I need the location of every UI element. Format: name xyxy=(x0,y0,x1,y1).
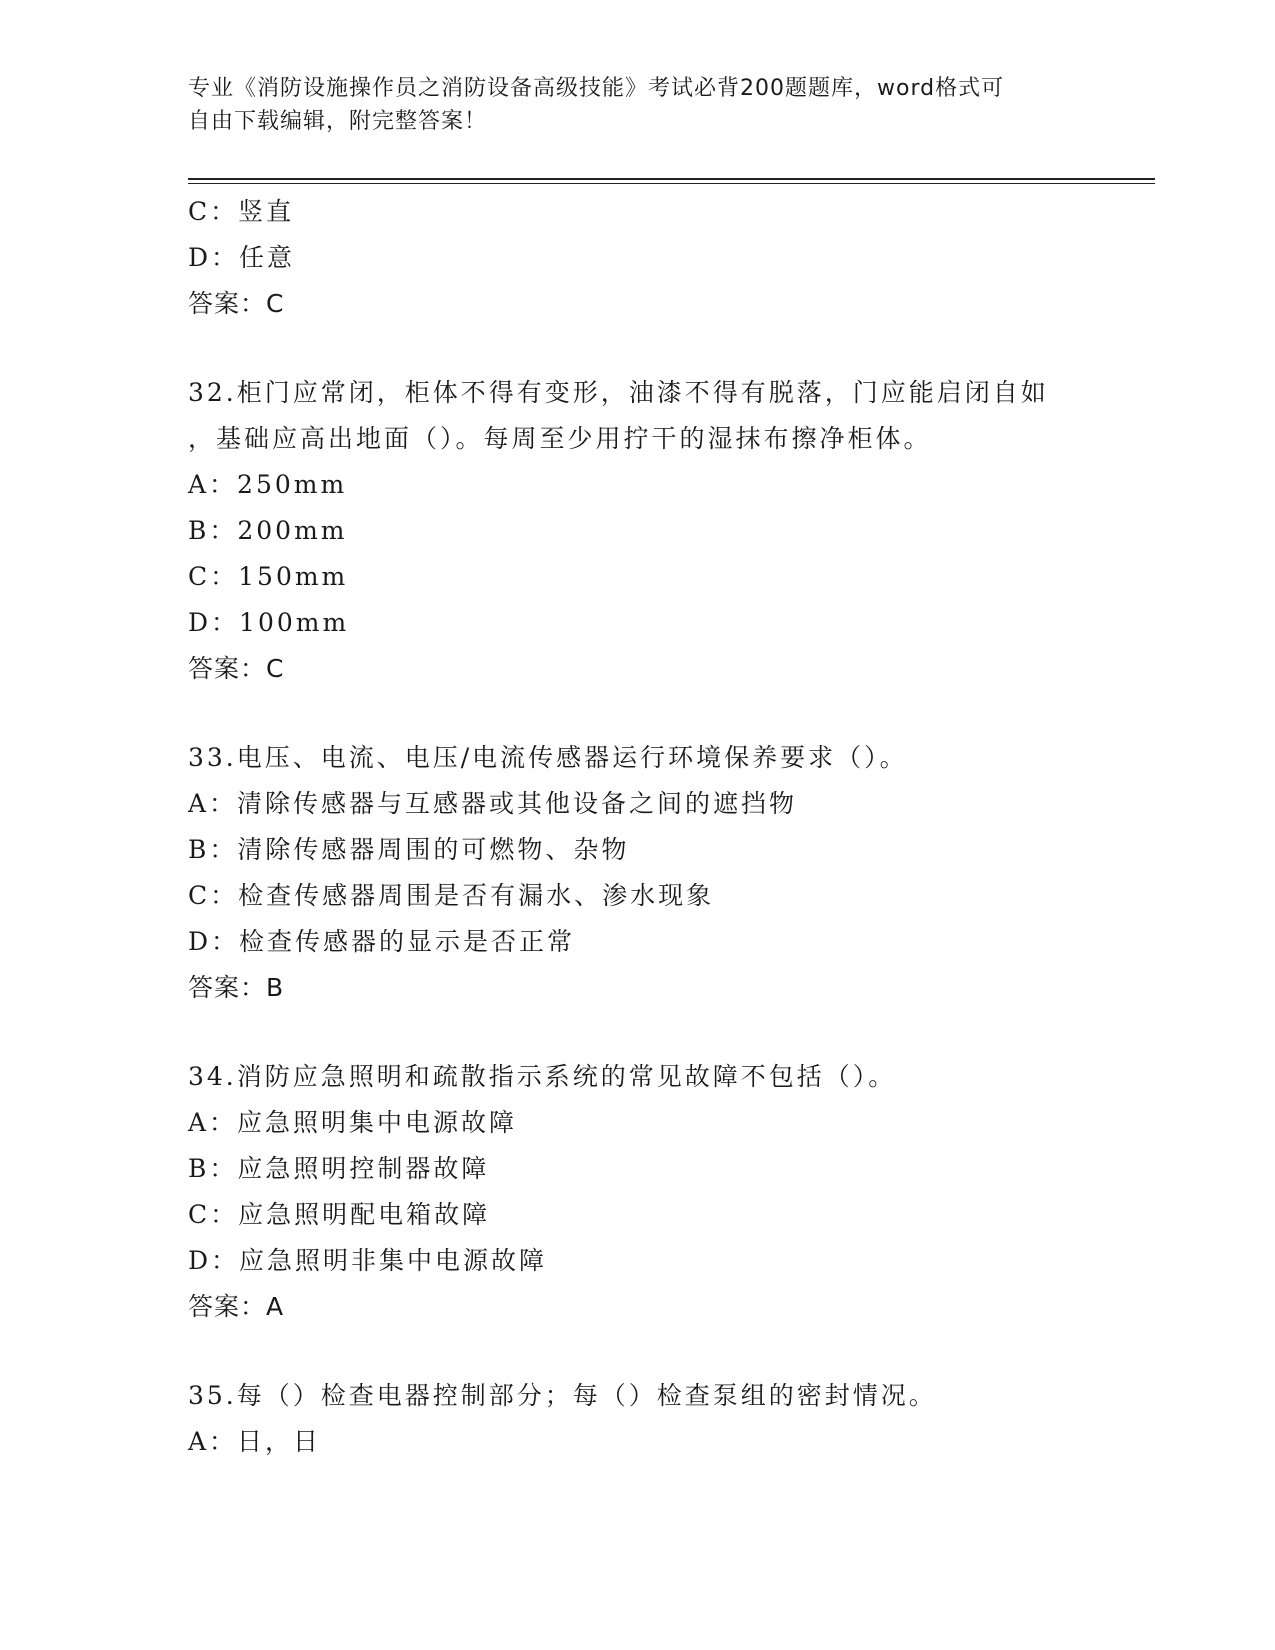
answer: 答案：C xyxy=(188,289,285,318)
option-d: D：应急照明非集中电源故障 xyxy=(188,1246,548,1275)
question-stem-continued: ，基础应高出地面（）。每周至少用拧干的湿抹布擦净柜体。 xyxy=(188,424,932,453)
option-d: D：任意 xyxy=(188,243,296,272)
option-c: C：竖直 xyxy=(188,197,295,226)
spacer xyxy=(188,327,1118,370)
option-b: B：清除传感器周围的可燃物、杂物 xyxy=(188,835,630,864)
question-33 xyxy=(188,735,1118,1011)
option-b: B：200mm xyxy=(188,516,348,545)
spacer xyxy=(188,1330,1118,1373)
option-a: A：日，日 xyxy=(188,1427,322,1456)
question-stem: 32.柜门应常闭，柜体不得有变形，油漆不得有脱落，门应能启闭自如 xyxy=(188,378,1049,407)
option-c: C：应急照明配电箱故障 xyxy=(188,1200,491,1229)
answer: 答案：C xyxy=(188,654,285,683)
document-header xyxy=(188,72,1088,138)
header-line-2: 自由下载编辑，附完整答案！ xyxy=(188,109,488,134)
header-rule-thin xyxy=(188,183,1155,184)
question-34 xyxy=(188,1054,1118,1330)
header-rule-thick xyxy=(188,178,1155,180)
option-d: D：100mm xyxy=(188,608,350,637)
question-stem: 33.电压、电流、电压/电流传感器运行环境保养要求（）。 xyxy=(188,743,908,772)
question-31 xyxy=(188,189,1118,327)
option-a: A：应急照明集中电源故障 xyxy=(188,1108,518,1137)
question-stem: 35.每（）检查电器控制部分；每（）检查泵组的密封情况。 xyxy=(188,1381,937,1410)
option-a: A：清除传感器与互感器或其他设备之间的遮挡物 xyxy=(188,789,798,818)
question-stem: 34.消防应急照明和疏散指示系统的常见故障不包括（）。 xyxy=(188,1062,897,1091)
option-c: C：检查传感器周围是否有漏水、渗水现象 xyxy=(188,881,715,910)
option-a: A：250mm xyxy=(188,470,348,499)
question-list xyxy=(188,189,1118,1465)
question-32 xyxy=(188,370,1118,692)
question-35 xyxy=(188,1373,1118,1465)
header-line-1: 专业《消防设施操作员之消防设备高级技能》考试必背200题题库，word格式可 xyxy=(188,76,1005,101)
answer: 答案：B xyxy=(188,973,285,1002)
spacer xyxy=(188,692,1118,735)
option-d: D：检查传感器的显示是否正常 xyxy=(188,927,576,956)
option-c: C：150mm xyxy=(188,562,349,591)
spacer xyxy=(188,1011,1118,1054)
answer: 答案：A xyxy=(188,1292,285,1321)
option-b: B：应急照明控制器故障 xyxy=(188,1154,490,1183)
